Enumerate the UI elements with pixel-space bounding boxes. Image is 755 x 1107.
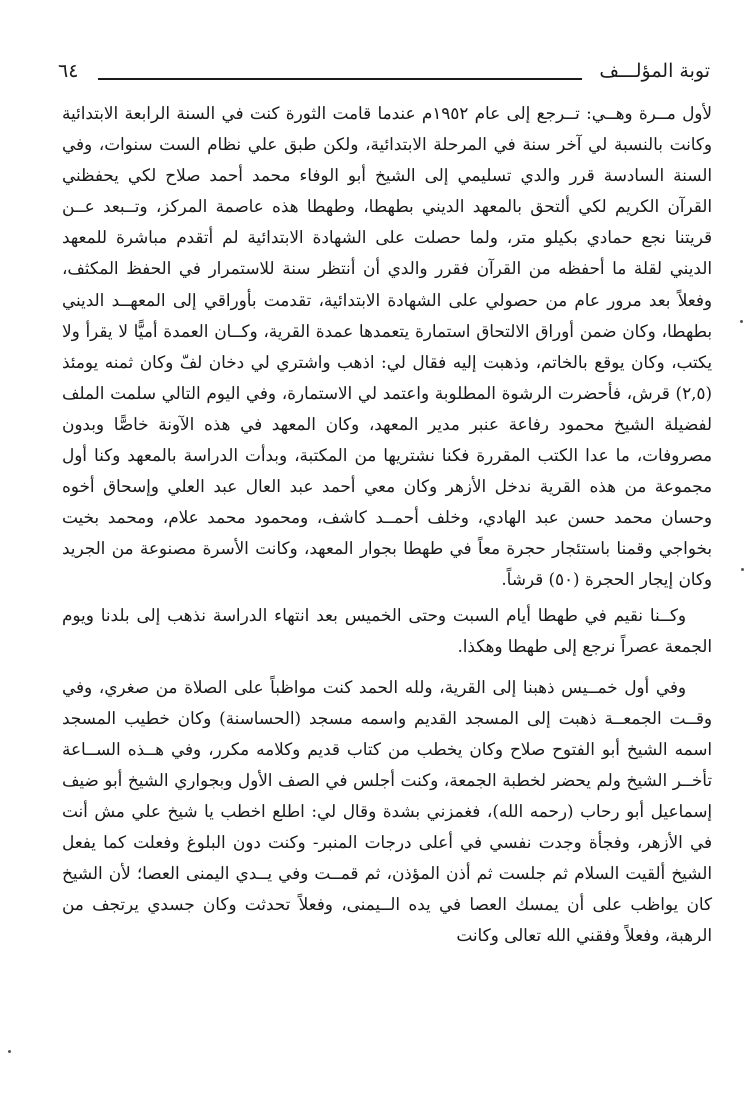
margin-speck: [740, 320, 743, 323]
margin-speck: [741, 568, 744, 571]
running-title: توبة المؤلـــف: [599, 60, 710, 82]
page-number: ٦٤: [58, 60, 79, 82]
header-rule: [98, 78, 582, 80]
paragraph: وكــنا نقيم في طهطا أيام السبت وحتى الخميس بعد انتهاء الدراسة نذهب إلى بلدنا ويوم الجمعة عصراً نرجع إلى طهطا وهكذا.: [62, 604, 712, 656]
paragraph: لأول مــرة وهــي: تــرجع إلى عام ١٩٥٢م عندما قامت الثورة كنت في السنة الرابعة الابتدائية وكانت بالنسبة لي آخر سنة في المرحلة الابتدائية، ولكن طبق علي نظام الست سنوات، وفي السنة السادسة قرر والدي تسليمي إلى الشيخ أبو الوفاء محمد أحمد صلاح لكي يحفظني القرآن الكريم لكي ألتحق بالمعهد الديني بطهطا، وطهطا هذه عاصمة المركز، وتــبعد عــن قريتنا نجع حمادي بكيلو متر، ولما حصلت على الشهادة الابتدائية لم أتقدم مباشرة للمعهد الديني لقلة ما أحفظه من القرآن فقرر والدي أن أنتظر سنة للاستمرار في الحفظ المكثف، وفعلاً بعد مرور عام من حصولي على الشهادة الابتدائية، تقدمت بأوراقي إلى المعهــد الديني بطهطا، وكان ضمن أوراق الالتحاق استمارة يتعمدها عمدة القرية، وكــان العمدة أميًّا لا يقرأ ولا يكتب، وكان يوقع بالخاتم، وذهبت إليه فقال لي: اذهب واشتري لي دخان لفّ وكان ثمنه يومئذ (٢,٥) قرش، فأحضرت الرشوة المطلوبة واعتمد لي الاستمارة، وفي اليوم التالي سلمت الملف لفضيلة الشيخ محمود رفاعة عنبر مدير المعهد، وكان المعهد في هذه الآونة خاصًّا وبدون مصروفات، ما عدا الكتب المقررة فكنا نشتريها من المكتبة، وبدأت الدراسة بالمعهد وكنا أول مجموعة من هذه القرية ندخل الأزهر وكان معي أحمد عبد العال عبد العلي وإسحاق أخوه وحسان محمد حسن عبد الهادي، وخلف أحمــد كاشف، ومحمود محمد علام، ومحمد بخيت بخواجي وقمنا باستئجار حجرة معاً في طهطا بجوار المعهد، وكانت الأسرة مصنوعة من الجريد وكان إيجار الحجرة (٥٠) قرشاً.: [62, 103, 712, 590]
running-header: [58, 56, 710, 90]
body-text: [62, 98, 712, 952]
paragraph: وفي أول خمــيس ذهبنا إلى القرية، ولله الحمد كنت مواظباً على الصلاة من صغري، وفي وقــت الجمعــة ذهبت إلى المسجد القديم واسمه مسجد (الحساسنة) وكان خطيب المسجد اسمه الشيخ أبو الفتوح صلاح وكان يخطب من كتاب قديم وكلامه مكرر، وفي هــذه الســاعة تأخــر الشيخ ولم يحضر لخطبة الجمعة، وكنت أجلس في الصف الأول وبجواري الشيخ أبو ضيف إسماعيل أبو رحاب (رحمه الله)، فغمزني بشدة وقال لي: اطلع اخطب يا شيخ علي مش أنت في الأزهر، وفجأة وجدت نفسي في أعلى درجات المنبر- وكنت دون البلوغ وفعلت كما يفعل الشيخ ألقيت السلام ثم جلست ثم أذن المؤذن، ثم قمــت وفي يــدي اليمنى العصا؛ لأن الشيخ كان يواظب على أن يمسك العصا في يده الــيمنى، وفعلاً تحدثت وكان جسدي يرتجف من الرهبة، وفعلاً وفقني الله تعالى وكانت: [62, 676, 712, 946]
margin-speck: [8, 1050, 11, 1053]
